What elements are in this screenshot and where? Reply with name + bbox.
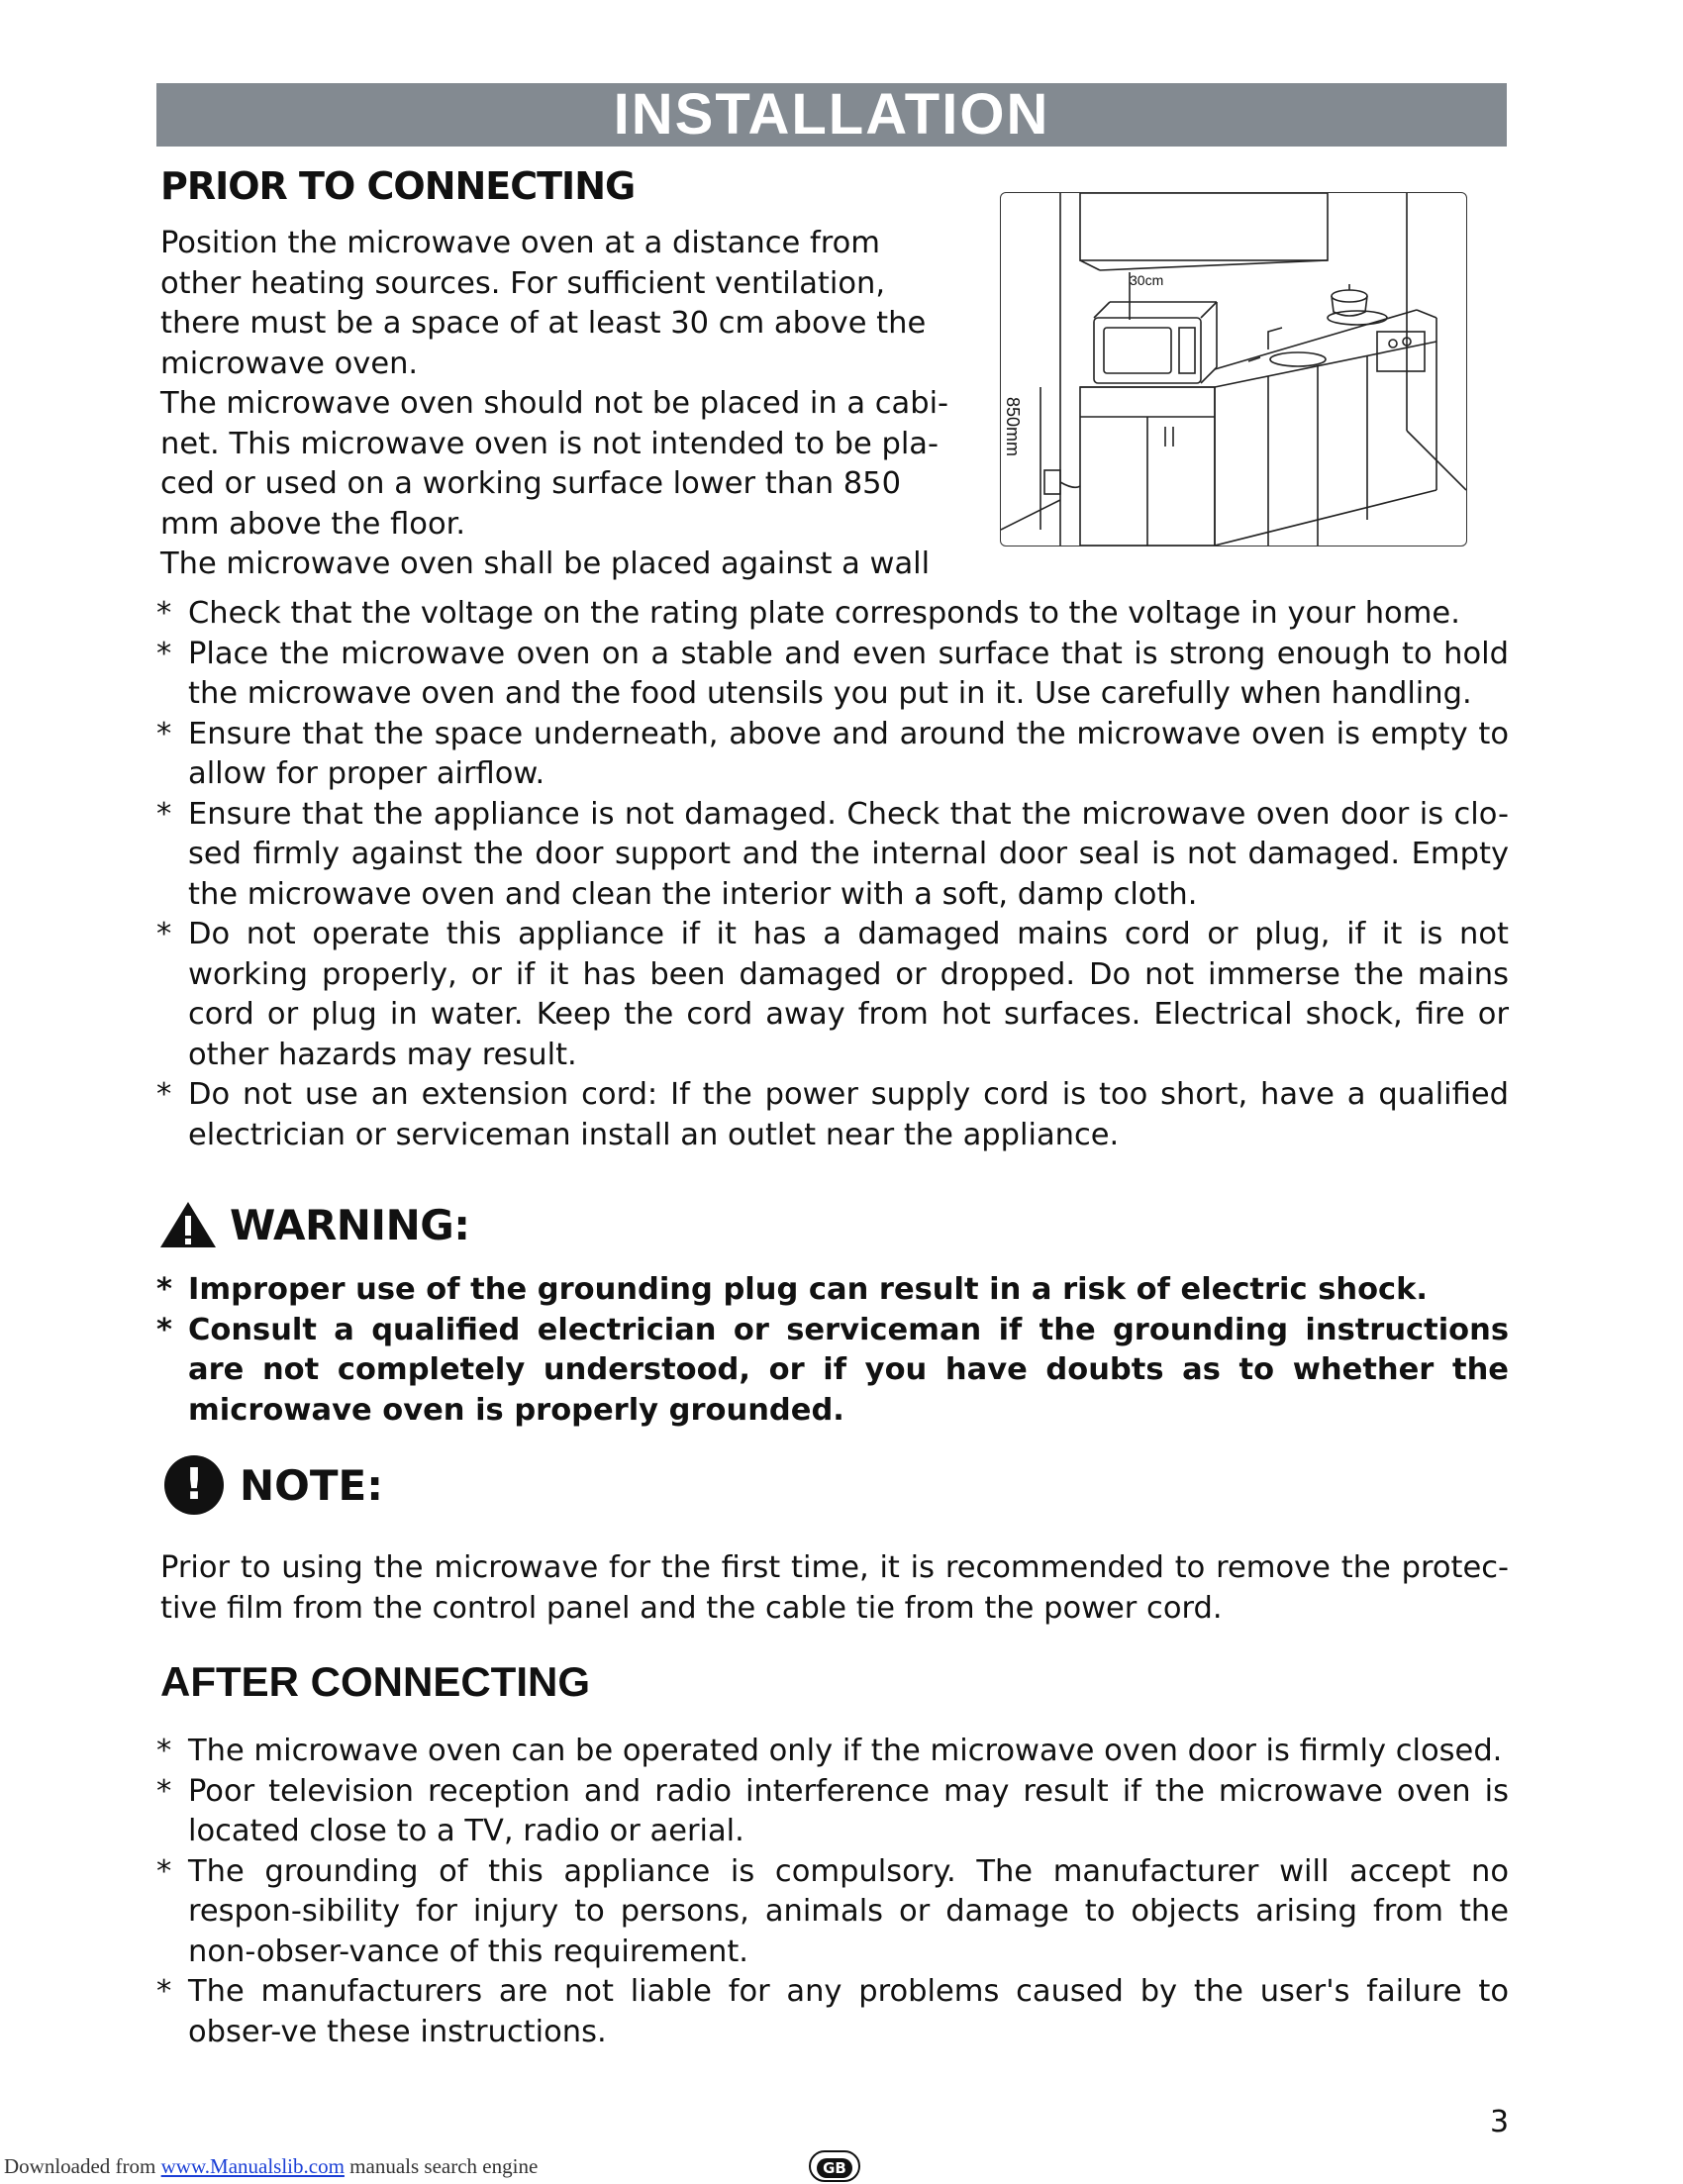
intro-line: other heating sources. For sufficient ventilation, xyxy=(160,265,886,301)
warning-triangle-icon xyxy=(158,1200,218,1249)
list-item: * Do not use an extension cord: If the power supply cord is too short, have a qualified electrician or serviceman install an outlet near the appliance. xyxy=(156,1075,1509,1155)
note-title: NOTE: xyxy=(240,1460,383,1510)
list-item: * Check that the voltage on the rating plate corresponds to the voltage in your home. xyxy=(156,594,1509,635)
warning-heading xyxy=(158,1198,469,1251)
kitchen-drawing xyxy=(1001,193,1466,546)
list-item: * Poor television reception and radio interference may result if the microwave oven is located close to a TV, radio or aerial. xyxy=(156,1772,1509,1852)
exclamation-icon: ! xyxy=(164,1455,224,1515)
footer-suffix: manuals search engine xyxy=(344,2154,539,2178)
intro-line: The microwave oven should not be placed in a cabi- xyxy=(160,386,949,421)
clearance-label: 30cm xyxy=(1130,272,1164,288)
note-paragraph: Prior to using the microwave for the first time, it is recommended to remove the protec-tive film from the control panel and the cable tie from the power cord. xyxy=(160,1550,1509,1626)
prior-checklist xyxy=(156,594,1509,1155)
intro-line: there must be a space of at least 30 cm above the xyxy=(160,306,927,341)
intro-line: The microwave oven shall be placed against a wall xyxy=(160,546,931,581)
intro-line: microwave oven. xyxy=(160,346,419,381)
warning-list xyxy=(156,1270,1509,1431)
list-item: * The grounding of this appliance is compulsory. The manufacturer will accept no respon-sibility for injury to persons, animals or damage to objects arising from the non-obser-vance of this requirement. xyxy=(156,1852,1509,1973)
warning-title: WARNING: xyxy=(230,1200,470,1249)
list-item: * Place the microwave oven on a stable and even surface that is strong enough to hold the microwave oven and the food utensils you put in it. Use carefully when handling. xyxy=(156,635,1509,715)
section-banner: INSTALLATION xyxy=(156,83,1507,147)
list-item: * The manufacturers are not liable for any problems caused by the user's failure to obser-ve these instructions. xyxy=(156,1972,1509,2052)
height-label: 850mm xyxy=(1003,397,1023,457)
intro-line: net. This microwave oven is not intended to be pla- xyxy=(160,426,940,461)
heading-prior-to-connecting: PRIOR TO CONNECTING xyxy=(160,164,636,208)
page-number: 3 xyxy=(1490,2105,1510,2139)
download-footer xyxy=(4,2154,538,2179)
list-item: * The microwave oven can be operated only if the microwave oven door is firmly closed. xyxy=(156,1732,1509,1772)
intro-line: ced or used on a working surface lower than 850 xyxy=(160,466,901,501)
intro-line: Position the microwave oven at a distance from xyxy=(160,226,880,260)
intro-line: mm above the floor. xyxy=(160,506,466,542)
language-badge-text: GB xyxy=(817,2158,852,2178)
footer-prefix: Downloaded from xyxy=(4,2154,161,2178)
intro-paragraph xyxy=(160,224,952,585)
list-item: * Ensure that the space underneath, above and around the microwave oven is empty to allow for proper airflow. xyxy=(156,715,1509,795)
manualslib-link[interactable]: www.Manualslib.com xyxy=(160,2154,345,2178)
list-item: * Do not operate this appliance if it has a damaged mains cord or plug, if it is not working properly, or if it has been damaged or dropped. Do not immerse the mains cord or plug in water. Keep the cord away from hot surfaces. Electrical shock, fire or other hazards may result. xyxy=(156,915,1509,1075)
kitchen-installation-illustration xyxy=(1000,192,1467,546)
language-badge xyxy=(809,2150,860,2182)
list-item: * Consult a qualified electrician or serviceman if the grounding instructions are not completely understood, or if you have doubts as to whether the microwave oven is properly grounded. xyxy=(156,1311,1509,1432)
note-heading xyxy=(164,1453,383,1517)
heading-after-connecting: AFTER CONNECTING xyxy=(160,1658,590,1705)
list-item: * Improper use of the grounding plug can result in a risk of electric shock. xyxy=(156,1270,1509,1311)
after-checklist xyxy=(156,1732,1509,2052)
list-item: * Ensure that the appliance is not damaged. Check that the microwave oven door is clo-sed firmly against the door support and the internal door seal is not damaged. Empty the microwave oven and clean the interior with a soft, damp cloth. xyxy=(156,795,1509,916)
